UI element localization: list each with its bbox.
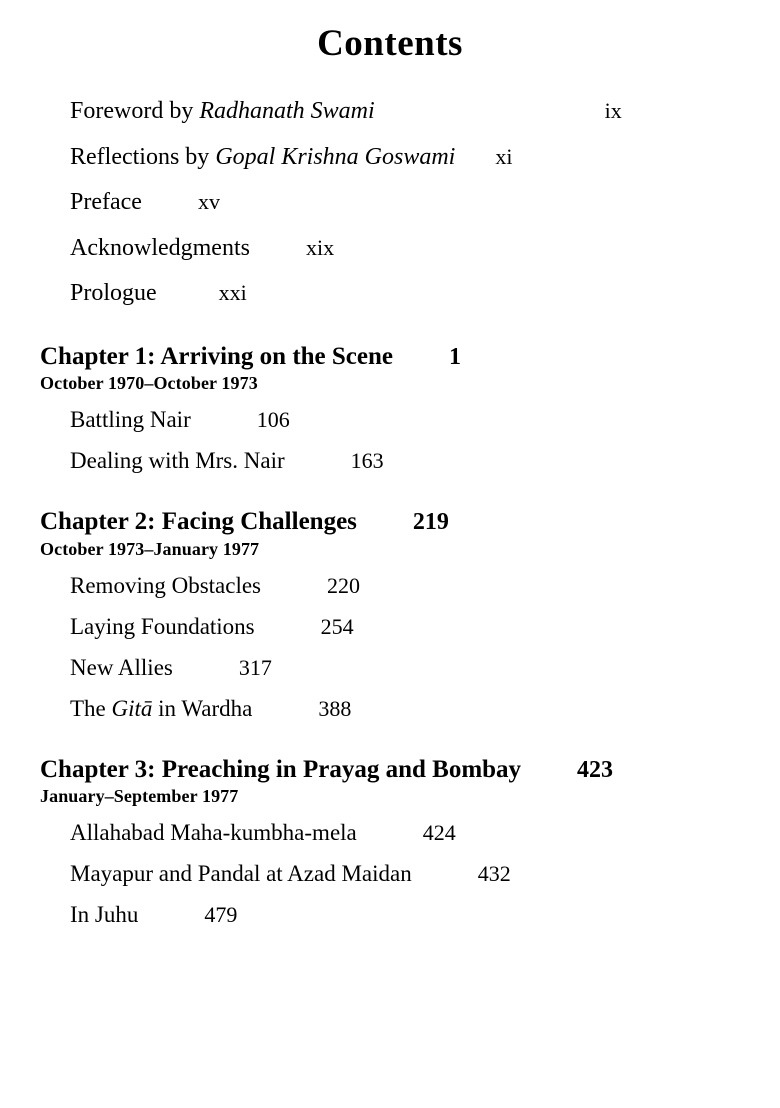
toc-entry-page-number: xi bbox=[495, 143, 513, 169]
section-title-text: Allahabad Maha-kumbha-mela bbox=[70, 820, 357, 845]
section-entry[interactable] bbox=[40, 817, 740, 848]
section-page-number: 424 bbox=[422, 820, 456, 845]
chapter-title: Chapter 1: Arriving on the Scene bbox=[40, 342, 393, 370]
chapter-date-range: January–September 1977 bbox=[40, 786, 239, 806]
section-entry[interactable] bbox=[40, 570, 740, 601]
section-title-text: Removing Obstacles bbox=[70, 572, 261, 598]
chapters-list bbox=[40, 341, 740, 930]
toc-entry-page-number: ix bbox=[604, 98, 622, 123]
section-page-number: 254 bbox=[320, 613, 354, 639]
toc-entry-page-number: xxi bbox=[218, 280, 247, 306]
section-title bbox=[70, 611, 255, 642]
toc-entry[interactable] bbox=[40, 277, 740, 311]
section-page-number: 317 bbox=[238, 654, 272, 680]
section-page-number: 220 bbox=[327, 572, 360, 598]
section-entry[interactable] bbox=[40, 611, 740, 642]
section-title bbox=[70, 570, 261, 601]
toc-entry-label bbox=[70, 186, 142, 220]
section-title-text: Laying Foundations bbox=[70, 613, 255, 639]
toc-entry[interactable] bbox=[40, 232, 740, 266]
chapter-page-number: 1 bbox=[449, 343, 461, 370]
toc-entry-label-italic: Gopal Krishna Goswami bbox=[215, 143, 456, 170]
chapter-title: Chapter 3: Preaching in Prayag and Bombay bbox=[40, 755, 522, 783]
toc-entry[interactable] bbox=[40, 141, 740, 175]
toc-entry-label bbox=[70, 232, 250, 266]
toc-entry-label-text: Prologue bbox=[70, 280, 157, 307]
section-page-number: 106 bbox=[256, 407, 290, 433]
toc-entry-label-text: Acknowledgments bbox=[70, 234, 250, 261]
chapter-title: Chapter 2: Facing Challenges bbox=[40, 508, 357, 536]
toc-entry-label-text: Foreword by bbox=[70, 98, 200, 124]
toc-entry-label-italic: Radhanath Swami bbox=[199, 98, 375, 124]
section-title-text: Battling Nair bbox=[70, 407, 191, 433]
toc-entry-page-number: xix bbox=[305, 234, 335, 260]
section-entry[interactable] bbox=[40, 693, 740, 724]
section-title bbox=[70, 445, 285, 476]
section-page-number: 479 bbox=[204, 902, 238, 928]
toc-entry-page-number: xv bbox=[197, 189, 220, 215]
chapter-page-number: 219 bbox=[412, 509, 449, 536]
page-title: Contents bbox=[317, 23, 463, 64]
chapter-block bbox=[40, 341, 740, 476]
section-title-italic: Gitā bbox=[111, 695, 153, 721]
section-title-text: New Allies bbox=[70, 654, 173, 680]
chapter-page-number: 423 bbox=[577, 756, 614, 783]
section-title bbox=[70, 693, 252, 724]
chapter-date-range: October 1970–October 1973 bbox=[40, 373, 258, 394]
section-entry[interactable] bbox=[40, 652, 740, 683]
chapter-block bbox=[40, 506, 740, 723]
toc-entry-label bbox=[70, 95, 375, 129]
chapter-block bbox=[40, 754, 740, 930]
chapter-heading[interactable] bbox=[40, 754, 740, 785]
section-title-text: Mayapur and Pandal at Azad Maidan bbox=[70, 861, 412, 887]
section-entry[interactable] bbox=[40, 858, 740, 889]
chapter-heading[interactable] bbox=[40, 506, 740, 537]
section-title-text: The bbox=[70, 695, 112, 721]
toc-entry-label-text: Preface bbox=[70, 189, 142, 216]
section-page-number: 163 bbox=[350, 448, 384, 474]
section-entry[interactable] bbox=[40, 404, 740, 435]
section-title-text: In Juhu bbox=[70, 902, 139, 928]
front-matter-list bbox=[40, 95, 740, 311]
toc-entry-label-text: Reflections by bbox=[70, 143, 216, 170]
section-page-number: 432 bbox=[477, 861, 511, 887]
chapter-date-range: October 1973–January 1977 bbox=[40, 538, 260, 559]
section-title bbox=[70, 404, 191, 435]
section-entry[interactable] bbox=[40, 899, 740, 930]
section-title bbox=[70, 899, 138, 930]
section-title-text: Dealing with Mrs. Nair bbox=[70, 448, 285, 474]
toc-entry-label bbox=[70, 141, 455, 175]
section-page-number: 388 bbox=[318, 695, 352, 721]
section-entry[interactable] bbox=[40, 445, 740, 476]
chapter-heading[interactable] bbox=[40, 341, 740, 372]
section-title bbox=[70, 652, 173, 683]
toc-entry-label bbox=[70, 277, 157, 311]
toc-entry[interactable] bbox=[40, 186, 740, 220]
section-title bbox=[70, 858, 412, 889]
section-title-tail: in Wardha bbox=[152, 695, 253, 721]
section-title bbox=[70, 817, 357, 848]
toc-entry[interactable] bbox=[40, 95, 740, 129]
